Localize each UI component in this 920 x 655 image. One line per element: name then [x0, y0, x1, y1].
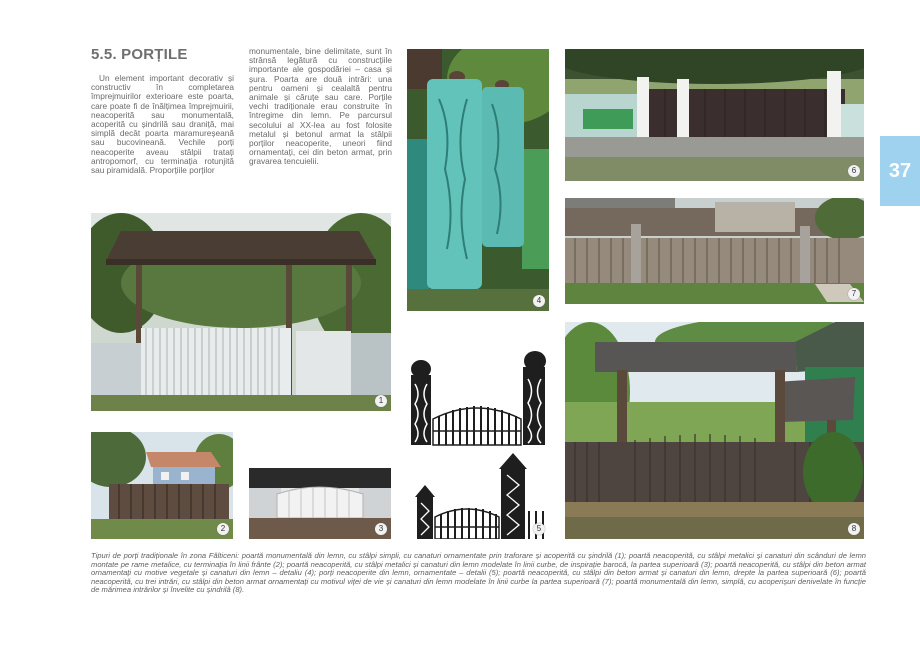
section-title: 5.5. PORȚILE: [91, 46, 188, 63]
drawing-ornamented-gate-b: [407, 451, 549, 539]
figure-number-4: 4: [533, 295, 545, 307]
photo-white-baroque-gate: [249, 468, 391, 539]
figure-number-5: 5: [533, 523, 545, 535]
page-number: 37: [880, 136, 920, 206]
body-text-column-1: Un element important decorativ și constructiv în completarea împrejmuirilor exterioare este poarta, care poate fi de înălțimea împrejmuirii, neacoperită sau monumentală, acoperită cu șindrilă sau draniță, mai simplă decât poarta maramureșeană sau bucovineană. Vechile porți neacoperite aveau stâlpii tratați antropomorf, cu terminația rotunjită sau piramidală. Proporțiile porților: [91, 73, 234, 176]
photo-concrete-posts-detail: [407, 49, 549, 311]
figure-caption: Tipuri de porți tradiționale în zona Fălticeni: poartă monumentală din lemn, cu stâlpi simpli, cu canaturi ornamentate prin traforare și acoperită cu șindrilă (1); poartă neacoperită, cu stâlpi metalici și canaturi din scânduri de lemn montate pe rame metalice, cu terminația în linii frânte (2); poartă neacoperită, cu stâlpi metalici și canaturi din lemn modelate în linii curbe, de inspirație barocă, la partea superioară (3); poartă neacoperită, cu stâlpi din beton armat ornamentați cu motive vegetale și canaturi din lemn – detaliu (4); porți neacoperite din lemn, ornamentate – detalii (5); poartă neacoperită, cu stâlpi din beton armat și canaturi din lemn, drepte la partea superioară (6); poartă neacoperită, cu trei intrări, cu stâlpi din beton armat ornamentați cu motivul viței de vie și canaturi din lemn modelate în linii curbe la partea superioară (7); poartă monumentală din lemn, simplă, cu acoperișuri denivelate în funcție de mărimea intrărilor și învelite cu șindrilă (8).: [91, 551, 866, 595]
figure-number-3: 3: [375, 523, 387, 535]
figure-number-8: 8: [848, 523, 860, 535]
figure-number-2: 2: [217, 523, 229, 535]
body-text-column-2: monumentale, bine delimitate, sunt în strânsă legătură cu construcțiile importante ale gospodăriei – casa și șura. Poarta are două intrări: una pentru oameni și cealaltă pentru animale și căruțe sau care. Porțile vechi tradiționale erau construite în întregime din lemn. Pe parcursul secolului al XX-lea au fost folosite metalul și betonul armat la stâlpii porților neacoperite, uneori fiind ornamentați, cei din beton armat, prin gravarea tencuielii.: [249, 46, 392, 167]
figure-number-1: 1: [375, 395, 387, 407]
photo-concrete-post-gate: [565, 49, 864, 181]
photo-monumental-gate: [91, 213, 391, 411]
photo-three-entry-gate: [565, 198, 864, 304]
drawing-ornamented-gate-a: [407, 349, 549, 446]
figure-number-7: 7: [848, 288, 860, 300]
photo-metal-gate-house: [91, 432, 233, 539]
photo-simple-monumental-gate: [565, 322, 864, 539]
figure-number-6: 6: [848, 165, 860, 177]
